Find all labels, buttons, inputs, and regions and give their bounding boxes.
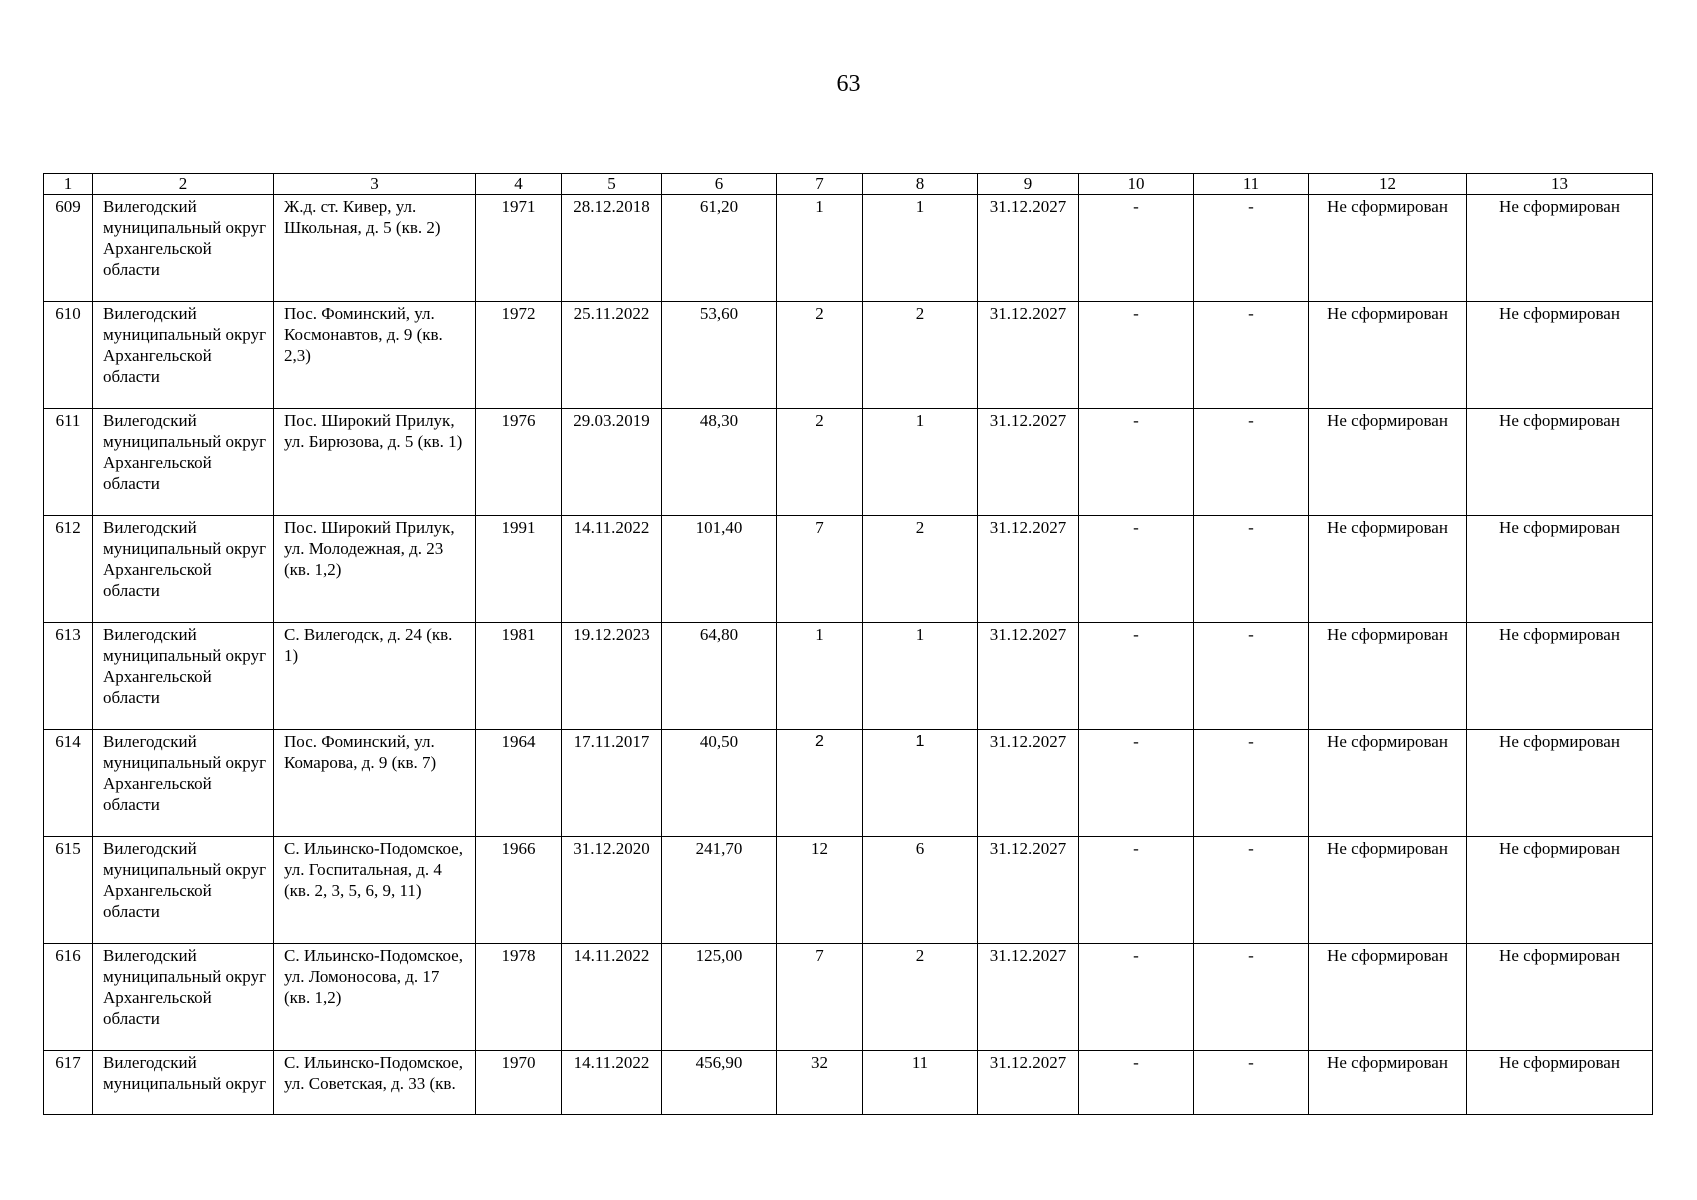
resettlement-deadline: 31.12.2027 bbox=[978, 302, 1079, 409]
address: Пос. Широкий Прилук, ул. Молодежная, д. 23 (кв. 1,2) bbox=[274, 516, 476, 623]
col11-value: - bbox=[1194, 1051, 1309, 1115]
col11-value: - bbox=[1194, 409, 1309, 516]
col8-value: 1 bbox=[863, 195, 978, 302]
col12-status: Не сформирован bbox=[1309, 302, 1467, 409]
column-number: 8 bbox=[863, 174, 978, 195]
column-number: 6 bbox=[662, 174, 777, 195]
col13-status: Не сформирован bbox=[1467, 837, 1653, 944]
table-row bbox=[44, 409, 1653, 516]
col11-value: - bbox=[1194, 837, 1309, 944]
construction-year: 1970 bbox=[476, 1051, 562, 1115]
table-row bbox=[44, 195, 1653, 302]
recognition-date: 31.12.2020 bbox=[562, 837, 662, 944]
column-number: 9 bbox=[978, 174, 1079, 195]
row-number: 616 bbox=[44, 944, 93, 1051]
row-number: 614 bbox=[44, 730, 93, 837]
recognition-date: 14.11.2022 bbox=[562, 944, 662, 1051]
area: 456,90 bbox=[662, 1051, 777, 1115]
col13-status: Не сформирован bbox=[1467, 730, 1653, 837]
address: Ж.д. ст. Кивер, ул. Школьная, д. 5 (кв. 2) bbox=[274, 195, 476, 302]
table-row bbox=[44, 837, 1653, 944]
col7-value: 2 bbox=[777, 730, 863, 837]
column-number: 1 bbox=[44, 174, 93, 195]
resettlement-deadline: 31.12.2027 bbox=[978, 409, 1079, 516]
col7-value: 1 bbox=[777, 623, 863, 730]
col11-value: - bbox=[1194, 944, 1309, 1051]
area: 61,20 bbox=[662, 195, 777, 302]
municipality-name: Вилегодский муниципальный округ Архангельской области bbox=[93, 516, 274, 623]
column-number: 5 bbox=[562, 174, 662, 195]
col10-value: - bbox=[1079, 623, 1194, 730]
column-number: 10 bbox=[1079, 174, 1194, 195]
column-number: 7 bbox=[777, 174, 863, 195]
col7-value: 2 bbox=[777, 302, 863, 409]
resettlement-deadline: 31.12.2027 bbox=[978, 516, 1079, 623]
col10-value: - bbox=[1079, 944, 1194, 1051]
col10-value: - bbox=[1079, 730, 1194, 837]
construction-year: 1964 bbox=[476, 730, 562, 837]
column-number: 2 bbox=[93, 174, 274, 195]
col7-value: 1 bbox=[777, 195, 863, 302]
address: С. Ильинско-Подомское, ул. Госпитальная, д. 4 (кв. 2, 3, 5, 6, 9, 11) bbox=[274, 837, 476, 944]
col11-value: - bbox=[1194, 302, 1309, 409]
column-number: 13 bbox=[1467, 174, 1653, 195]
row-number: 611 bbox=[44, 409, 93, 516]
municipality-name: Вилегодский муниципальный округ Архангельской области bbox=[93, 623, 274, 730]
area: 48,30 bbox=[662, 409, 777, 516]
col8-value: 2 bbox=[863, 944, 978, 1051]
row-number: 617 bbox=[44, 1051, 93, 1115]
column-number: 12 bbox=[1309, 174, 1467, 195]
col8-value: 1 bbox=[863, 730, 978, 837]
address: С. Вилегодск, д. 24 (кв. 1) bbox=[274, 623, 476, 730]
col13-status: Не сформирован bbox=[1467, 1051, 1653, 1115]
construction-year: 1981 bbox=[476, 623, 562, 730]
col8-value: 2 bbox=[863, 516, 978, 623]
area: 40,50 bbox=[662, 730, 777, 837]
municipality-name: Вилегодский муниципальный округ Архангельской области bbox=[93, 730, 274, 837]
resettlement-deadline: 31.12.2027 bbox=[978, 623, 1079, 730]
col10-value: - bbox=[1079, 1051, 1194, 1115]
col11-value: - bbox=[1194, 623, 1309, 730]
col12-status: Не сформирован bbox=[1309, 944, 1467, 1051]
col8-value: 1 bbox=[863, 409, 978, 516]
municipality-name: Вилегодский муниципальный округ Архангельской области bbox=[93, 302, 274, 409]
col10-value: - bbox=[1079, 516, 1194, 623]
resettlement-deadline: 31.12.2027 bbox=[978, 195, 1079, 302]
column-number: 3 bbox=[274, 174, 476, 195]
municipality-name: Вилегодский муниципальный округ Архангельской области bbox=[93, 195, 274, 302]
address: Пос. Фоминский, ул. Космонавтов, д. 9 (кв. 2,3) bbox=[274, 302, 476, 409]
recognition-date: 14.11.2022 bbox=[562, 1051, 662, 1115]
col8-value: 11 bbox=[863, 1051, 978, 1115]
row-number: 612 bbox=[44, 516, 93, 623]
resettlement-deadline: 31.12.2027 bbox=[978, 944, 1079, 1051]
resettlement-deadline: 31.12.2027 bbox=[978, 730, 1079, 837]
area: 101,40 bbox=[662, 516, 777, 623]
col10-value: - bbox=[1079, 409, 1194, 516]
table-row bbox=[44, 623, 1653, 730]
column-number-row bbox=[44, 174, 1653, 195]
col10-value: - bbox=[1079, 302, 1194, 409]
construction-year: 1972 bbox=[476, 302, 562, 409]
table-row bbox=[44, 1051, 1653, 1115]
col13-status: Не сформирован bbox=[1467, 195, 1653, 302]
col12-status: Не сформирован bbox=[1309, 516, 1467, 623]
col13-status: Не сформирован bbox=[1467, 623, 1653, 730]
address: С. Ильинско-Подомское, ул. Советская, д. 33 (кв. bbox=[274, 1051, 476, 1115]
column-number: 11 bbox=[1194, 174, 1309, 195]
recognition-date: 29.03.2019 bbox=[562, 409, 662, 516]
municipality-name: Вилегодский муниципальный округ Архангельской области bbox=[93, 944, 274, 1051]
col11-value: - bbox=[1194, 730, 1309, 837]
recognition-date: 25.11.2022 bbox=[562, 302, 662, 409]
resettlement-deadline: 31.12.2027 bbox=[978, 1051, 1079, 1115]
table-body bbox=[44, 174, 1653, 1115]
municipality-name: Вилегодский муниципальный округ Архангельской области bbox=[93, 837, 274, 944]
col12-status: Не сформирован bbox=[1309, 837, 1467, 944]
col7-value: 12 bbox=[777, 837, 863, 944]
resettlement-deadline: 31.12.2027 bbox=[978, 837, 1079, 944]
row-number: 613 bbox=[44, 623, 93, 730]
address: Пос. Широкий Прилук, ул. Бирюзова, д. 5 (кв. 1) bbox=[274, 409, 476, 516]
row-number: 609 bbox=[44, 195, 93, 302]
col8-value: 6 bbox=[863, 837, 978, 944]
municipality-name: Вилегодский муниципальный округ Архангельской области bbox=[93, 409, 274, 516]
col7-value: 2 bbox=[777, 409, 863, 516]
col8-value: 2 bbox=[863, 302, 978, 409]
recognition-date: 28.12.2018 bbox=[562, 195, 662, 302]
col12-status: Не сформирован bbox=[1309, 1051, 1467, 1115]
construction-year: 1991 bbox=[476, 516, 562, 623]
recognition-date: 14.11.2022 bbox=[562, 516, 662, 623]
construction-year: 1978 bbox=[476, 944, 562, 1051]
col10-value: - bbox=[1079, 837, 1194, 944]
construction-year: 1966 bbox=[476, 837, 562, 944]
page-number: 63 bbox=[836, 71, 861, 97]
col12-status: Не сформирован bbox=[1309, 623, 1467, 730]
area: 53,60 bbox=[662, 302, 777, 409]
col13-status: Не сформирован bbox=[1467, 409, 1653, 516]
col13-status: Не сформирован bbox=[1467, 516, 1653, 623]
col12-status: Не сформирован bbox=[1309, 409, 1467, 516]
recognition-date: 17.11.2017 bbox=[562, 730, 662, 837]
address: С. Ильинско-Подомское, ул. Ломоносова, д. 17 (кв. 1,2) bbox=[274, 944, 476, 1051]
column-number: 4 bbox=[476, 174, 562, 195]
construction-year: 1971 bbox=[476, 195, 562, 302]
municipality-name: Вилегодский муниципальный округ bbox=[93, 1051, 274, 1115]
address: Пос. Фоминский, ул. Комарова, д. 9 (кв. 7) bbox=[274, 730, 476, 837]
recognition-date: 19.12.2023 bbox=[562, 623, 662, 730]
table-row bbox=[44, 302, 1653, 409]
col7-value: 7 bbox=[777, 516, 863, 623]
area: 241,70 bbox=[662, 837, 777, 944]
table-row bbox=[44, 944, 1653, 1051]
row-number: 610 bbox=[44, 302, 93, 409]
col10-value: - bbox=[1079, 195, 1194, 302]
row-number: 615 bbox=[44, 837, 93, 944]
col7-value: 7 bbox=[777, 944, 863, 1051]
col11-value: - bbox=[1194, 195, 1309, 302]
col8-value: 1 bbox=[863, 623, 978, 730]
col11-value: - bbox=[1194, 516, 1309, 623]
col12-status: Не сформирован bbox=[1309, 195, 1467, 302]
construction-year: 1976 bbox=[476, 409, 562, 516]
col13-status: Не сформирован bbox=[1467, 944, 1653, 1051]
area: 125,00 bbox=[662, 944, 777, 1051]
area: 64,80 bbox=[662, 623, 777, 730]
table-row bbox=[44, 516, 1653, 623]
housing-table bbox=[43, 173, 1653, 1115]
col7-value: 32 bbox=[777, 1051, 863, 1115]
table-row bbox=[44, 730, 1653, 837]
col13-status: Не сформирован bbox=[1467, 302, 1653, 409]
col12-status: Не сформирован bbox=[1309, 730, 1467, 837]
